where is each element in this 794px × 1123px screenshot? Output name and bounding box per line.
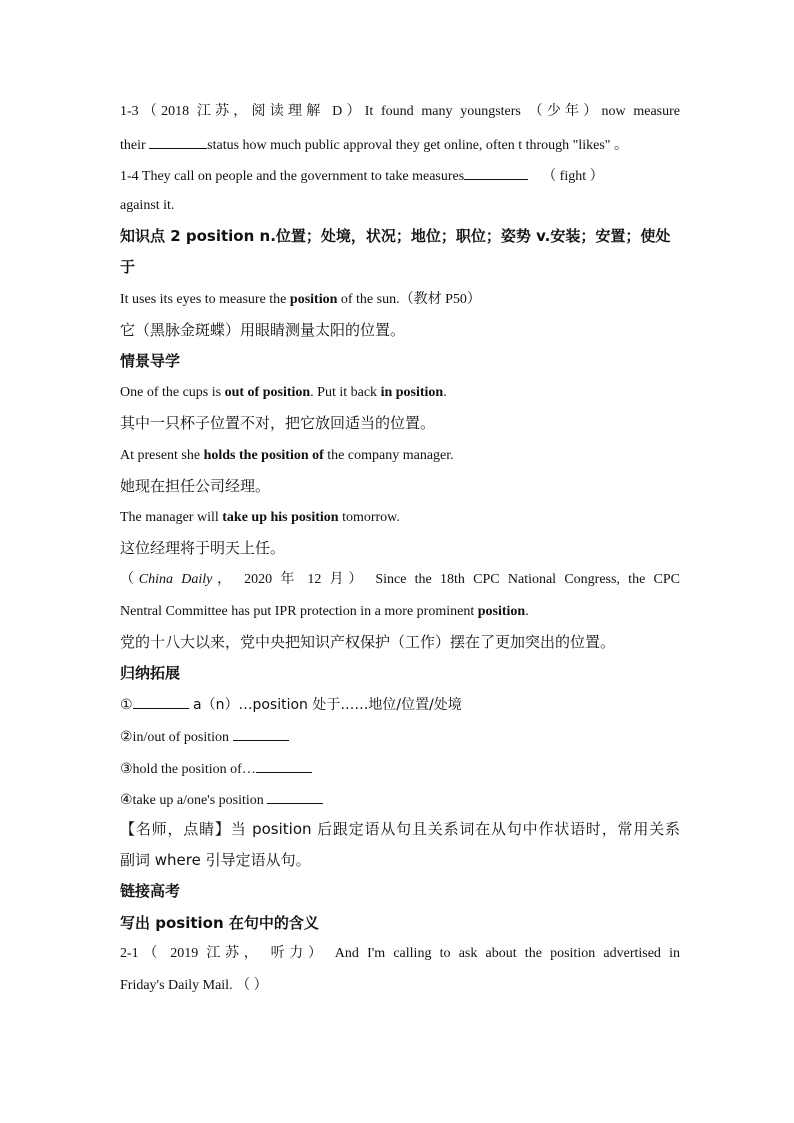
tip-text: 【名师，点睛】当 position 后跟定语从句且关系词在从句中作状语时，常用关系 xyxy=(120,820,680,838)
keyword: take up his position xyxy=(222,510,339,525)
answer-blank xyxy=(256,758,312,773)
summary-item-2 xyxy=(120,726,680,748)
knowledge-point-title-line-2: 于 xyxy=(120,258,136,276)
tip-text: 副词 where 引导定语从句。 xyxy=(120,851,311,869)
question-2-1-line-1 xyxy=(120,944,680,964)
example-text: . xyxy=(525,604,529,619)
knowledge-point-title-cont xyxy=(120,257,680,277)
question-text: Friday's Daily Mail. （ ） xyxy=(120,978,268,993)
example-1-chinese xyxy=(120,320,680,340)
example-4-english xyxy=(120,508,680,528)
example-4-chinese xyxy=(120,538,680,558)
example-text: （ xyxy=(120,572,139,587)
section-heading-text: 情景导学 xyxy=(120,352,181,370)
example-text: . Put it back xyxy=(310,385,381,400)
answer-blank xyxy=(464,165,528,180)
answer-blank xyxy=(267,789,323,804)
example-5-english-line-2 xyxy=(120,602,680,622)
question-1-4-text: 1-4 They call on people and the government to take measures xyxy=(120,169,465,184)
keyword: position xyxy=(289,292,338,307)
example-3-english xyxy=(120,446,680,466)
section-heading-scene xyxy=(120,351,680,371)
example-text: ， 2020 年 12 月） Since the 18th CPC National Congress, the CPC xyxy=(212,572,680,587)
summary-item-3 xyxy=(120,758,680,780)
question-1-4-hint: （ fight ） xyxy=(542,169,604,184)
example-1-english xyxy=(120,290,680,310)
summary-text: ③hold the position of… xyxy=(120,762,256,777)
question-1-3-text-end: status how much public approval they get online, often t through "likes" 。 xyxy=(207,138,629,153)
translation-text: 其中一只杯子位置不对，把它放回适当的位置。 xyxy=(120,414,436,432)
question-2-1-line-2 xyxy=(120,976,680,996)
example-5-english-line-1 xyxy=(120,570,680,590)
example-text: One of the cups is xyxy=(120,385,225,400)
knowledge-point-title xyxy=(120,226,680,246)
summary-item-1 xyxy=(120,694,680,716)
source-name: China Daily xyxy=(138,572,213,587)
answer-blank xyxy=(133,694,189,709)
translation-text: 它（黑脉金斑蝶）用眼睛测量太阳的位置。 xyxy=(120,321,406,339)
keyword: position xyxy=(477,604,526,619)
summary-item-4 xyxy=(120,789,680,811)
question-1-3-text: 1-3（2018 江苏，阅读理解 D）It found many youngsters （少年）now measure xyxy=(120,104,680,119)
example-text: of the sun.（教材 P50） xyxy=(337,292,481,307)
summary-text: ④take up a/one's position xyxy=(120,793,268,808)
example-2-english xyxy=(120,383,680,403)
example-3-chinese xyxy=(120,476,680,496)
question-1-3-line-2 xyxy=(120,134,680,156)
example-text: At present she xyxy=(120,448,204,463)
example-text: the company manager. xyxy=(323,448,454,463)
question-text: 2-1（ 2019 江苏， 听力） And I'm calling to ask about the position advertised in xyxy=(120,946,680,961)
example-text: The manager will xyxy=(120,510,223,525)
question-1-3-line-1 xyxy=(120,102,680,122)
translation-text: 她现在担任公司经理。 xyxy=(120,477,271,495)
teacher-tip-line-1 xyxy=(120,819,680,839)
translation-text: 这位经理将于明天上任。 xyxy=(120,539,286,557)
section-heading-text: 链接高考 xyxy=(120,882,181,900)
example-text: Nentral Committee has put IPR protection in a more prominent xyxy=(120,604,478,619)
example-text: tomorrow. xyxy=(338,510,400,525)
keyword: out of position xyxy=(224,385,311,400)
example-text: . xyxy=(443,385,447,400)
example-text: It uses its eyes to measure the xyxy=(120,292,290,307)
item-number: ① xyxy=(120,698,133,713)
summary-text: ②in/out of position xyxy=(120,730,233,745)
question-1-4-line-2 xyxy=(120,196,680,216)
summary-text: a（n）…position 处于……地位/位置/处境 xyxy=(188,697,462,713)
question-1-3-text-start: their xyxy=(120,138,150,153)
example-2-chinese xyxy=(120,413,680,433)
translation-text: 党的十八大以来，党中央把知识产权保护（工作）摆在了更加突出的位置。 xyxy=(120,633,616,651)
example-5-chinese xyxy=(120,632,680,652)
keyword: holds the position of xyxy=(203,448,324,463)
answer-blank xyxy=(149,134,207,149)
section-heading-write xyxy=(120,913,680,933)
section-heading-text: 写出 position 在句中的含义 xyxy=(120,914,319,932)
section-heading-text: 归纳拓展 xyxy=(120,664,181,682)
question-1-4-line-1 xyxy=(120,165,680,187)
answer-blank xyxy=(233,726,289,741)
teacher-tip-line-2 xyxy=(120,850,680,870)
knowledge-point-title-line-1: 知识点 2 position n.位置；处境，状况；地位；职位；姿势 v.安装；安置；使处 xyxy=(120,227,671,245)
question-1-4-text-end: against it. xyxy=(120,198,175,213)
section-heading-summary xyxy=(120,663,680,683)
section-heading-link xyxy=(120,881,680,901)
keyword: in position xyxy=(380,385,444,400)
